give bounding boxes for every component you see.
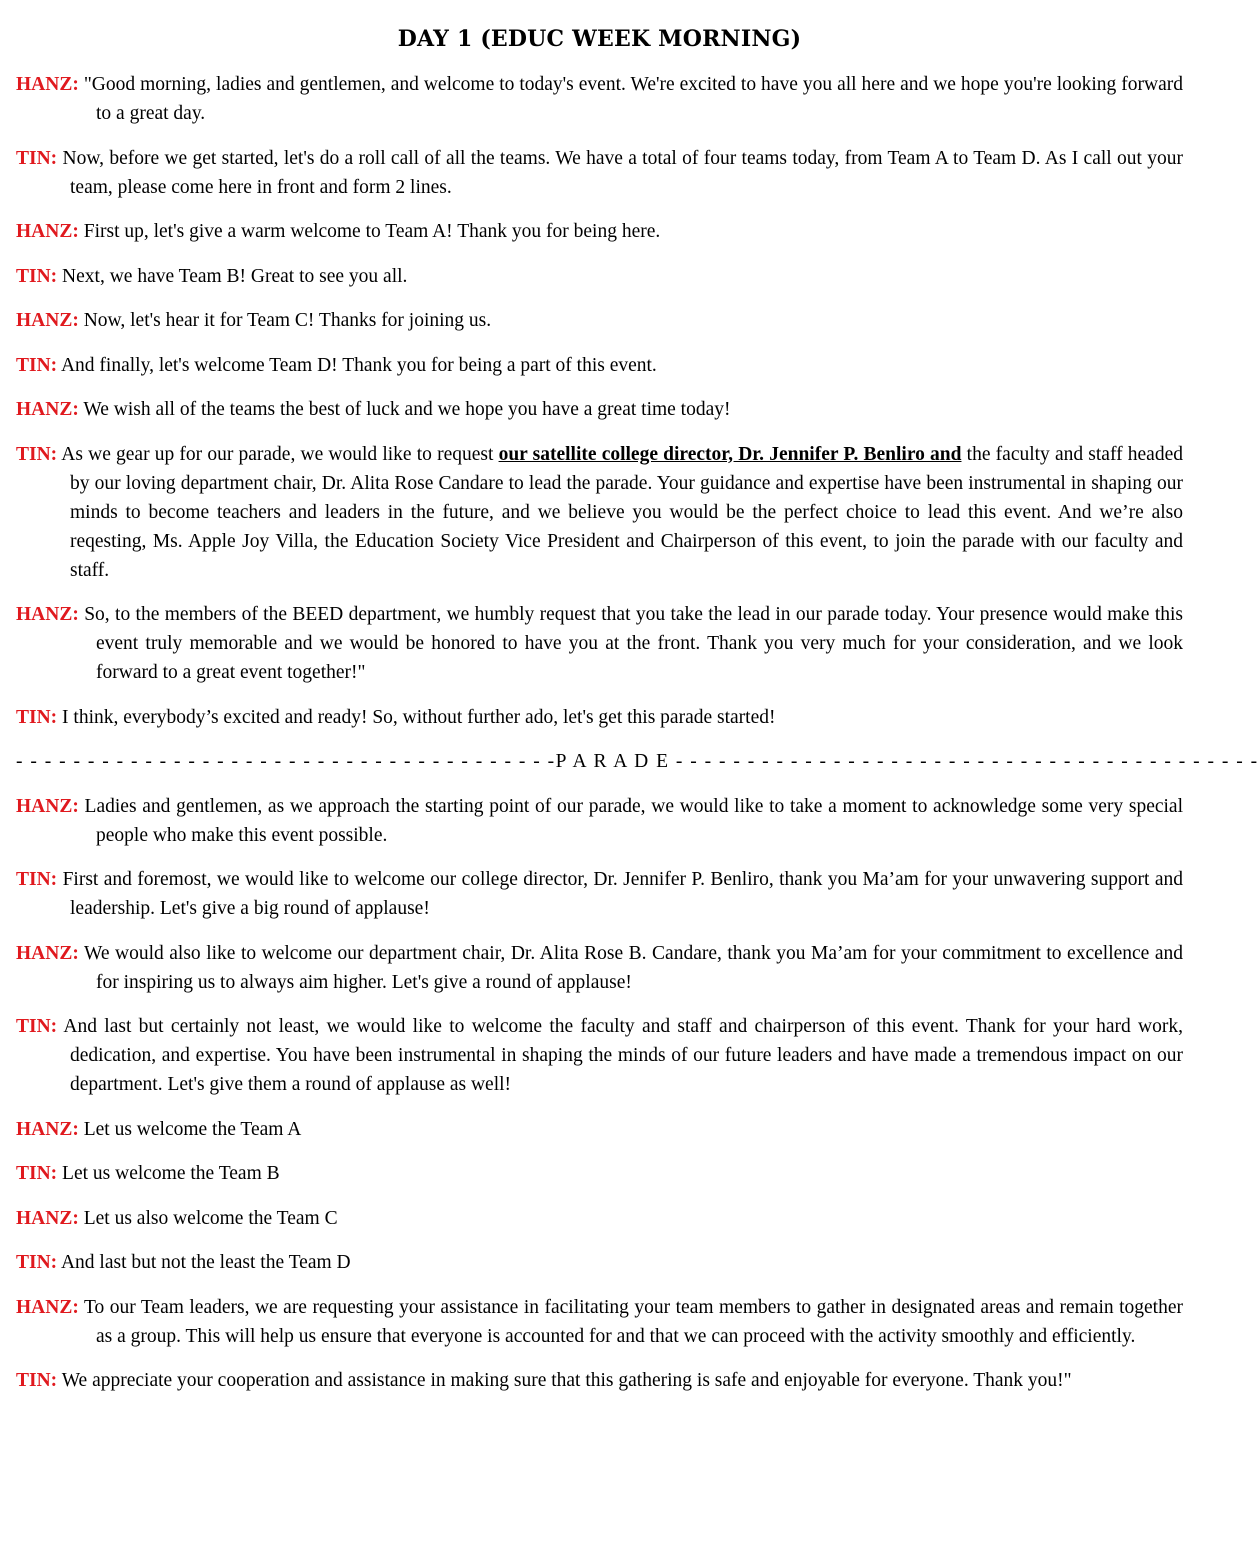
speaker-label: HANZ: (16, 74, 79, 95)
line-text: Let us welcome the Team B (57, 1163, 280, 1184)
script-line (16, 703, 1183, 732)
speaker-label: TIN: (16, 1370, 58, 1391)
speaker-label: HANZ: (16, 399, 79, 420)
script-line (16, 1248, 1183, 1277)
script-line (16, 306, 1183, 335)
line-text: And finally, let's welcome Team D! Thank you for being a part of this event. (57, 354, 657, 376)
line-text: Now, before we get started, let's do a roll call of all the teams. We have a total of four teams today, from Team A to Team D. As I call out your team, please come here in front and form 2 lines. (57, 147, 1183, 198)
speaker-label: TIN: (16, 354, 58, 376)
speaker-label: HANZ: (16, 310, 79, 331)
script-line (16, 600, 1183, 687)
line-text: Next, we have Team B! Great to see you all. (57, 265, 408, 287)
script-line (16, 1366, 1183, 1395)
speaker-label: HANZ: (16, 1207, 79, 1229)
line-text: We appreciate your cooperation and assistance in making sure that this gathering is safe and enjoyable for everyone. Thank you!" (57, 1370, 1072, 1391)
line-text: First and foremost, we would like to welcome our college director, Dr. Jennifer P. Benliro, thank you Ma’am for your unwavering support and leadership. Let's give a big round of applause! (57, 869, 1183, 919)
script-line (16, 395, 1183, 424)
speaker-label: TIN: (16, 147, 58, 169)
speaker-label: TIN: (16, 443, 58, 465)
script-line (16, 1159, 1183, 1188)
speaker-label: HANZ: (16, 1296, 79, 1318)
speaker-label: TIN: (16, 1252, 58, 1273)
script-document (16, 24, 1259, 1411)
line-text: Now, let's hear it for Team C! Thanks for joining us. (78, 310, 492, 331)
divider-dashes-left: - - - - - - - - - - - - - - - - - - - - - - - - - - - - - - - - - - - - - - (16, 751, 556, 772)
script-line (16, 262, 1183, 291)
line-text: I think, everybody’s excited and ready! So, without further ado, let's get this parade started! (57, 706, 776, 728)
script-line (16, 217, 1183, 246)
speaker-label: TIN: (16, 706, 58, 728)
line-text: As we gear up for our parade, we would like to request (57, 443, 499, 465)
speaker-label: HANZ: (16, 1118, 79, 1140)
script-line (16, 144, 1183, 202)
parade-divider (16, 747, 1259, 776)
page-title: DAY 1 (EDUC WEEK MORNING) (397, 26, 802, 52)
speaker-label: TIN: (16, 1016, 58, 1037)
speaker-label: TIN: (16, 869, 58, 890)
line-text: And last but not the least the Team D (57, 1252, 351, 1273)
script-line (16, 1115, 1183, 1144)
divider-dashes-right: - - - - - - - - - - - - - - - - - - - - - - - - - - - - - - - - - - - - - - - - - (669, 751, 1259, 772)
line-text: Ladies and gentlemen, as we approach the starting point of our parade, we would like to take a moment to acknowledge some very special people who make this event possible. (78, 795, 1183, 846)
script-line (16, 1204, 1183, 1233)
line-text: "Good morning, ladies and gentlemen, and welcome to today's event. We're excited to have you all here and we hope you're looking forward to a great day. (78, 74, 1183, 124)
line-text: the faculty and staff headed by our loving department chair, Dr. Alita Rose Candare to lead the parade. Your guidance and expertise have been instrumental in shaping our minds to become teachers and leaders in the future, and we believe you would be the perfect choice to lead this event. And we’re also reqesting, Ms. Apple Joy Villa, the Education Society Vice President and Chairperson of this event, to join the parade with our faculty and staff. (70, 443, 1183, 581)
speaker-label: HANZ: (16, 604, 79, 625)
speaker-label: TIN: (16, 265, 58, 287)
script-line (16, 1012, 1183, 1099)
script-line (16, 792, 1183, 850)
underlined-text: our satellite college director, Dr. Jennifer P. Benliro and (498, 443, 962, 465)
script-line (16, 939, 1183, 997)
line-text: We would also like to welcome our department chair, Dr. Alita Rose B. Candare, thank you Ma’am for your commitment to excellence and for inspiring us to always aim higher. Let's give a round of applause! (78, 942, 1183, 993)
script-line (16, 865, 1183, 923)
line-text: To our Team leaders, we are requesting your assistance in facilitating your team members to gather in designated areas and remain together as a group. This will help us ensure that everyone is accounted for and that we can proceed with the activity smoothly and efficiently. (78, 1296, 1183, 1347)
line-text: Let us also welcome the Team C (78, 1207, 338, 1229)
speaker-label: HANZ: (16, 221, 79, 242)
speaker-label: TIN: (16, 1163, 58, 1184)
line-text: So, to the members of the BEED department, we humbly request that you take the lead in our parade today. Your presence would make this event truly memorable and we would be honored to have you at the front. Thank you very much for your consideration, and we look forward to a great event together!" (78, 604, 1183, 683)
line-text: Let us welcome the Team A (78, 1118, 302, 1140)
speaker-label: HANZ: (16, 942, 79, 964)
line-text: We wish all of the teams the best of luck and we hope you have a great time today! (78, 399, 731, 420)
speaker-label: HANZ: (16, 795, 79, 817)
line-text: And last but certainly not least, we would like to welcome the faculty and staff and chairperson of this event. Thank for your hard work, dedication, and expertise. You have been instrumental in shaping the minds of our future leaders and have made a tremendous impact on our department. Let's give them a round of applause as well! (57, 1016, 1183, 1095)
script-line (16, 1293, 1183, 1351)
script-line (16, 351, 1183, 380)
script-line (16, 440, 1183, 585)
script-line (16, 70, 1183, 128)
divider-label: P A R A D E (555, 751, 670, 772)
line-text: First up, let's give a warm welcome to Team A! Thank you for being here. (78, 221, 661, 242)
